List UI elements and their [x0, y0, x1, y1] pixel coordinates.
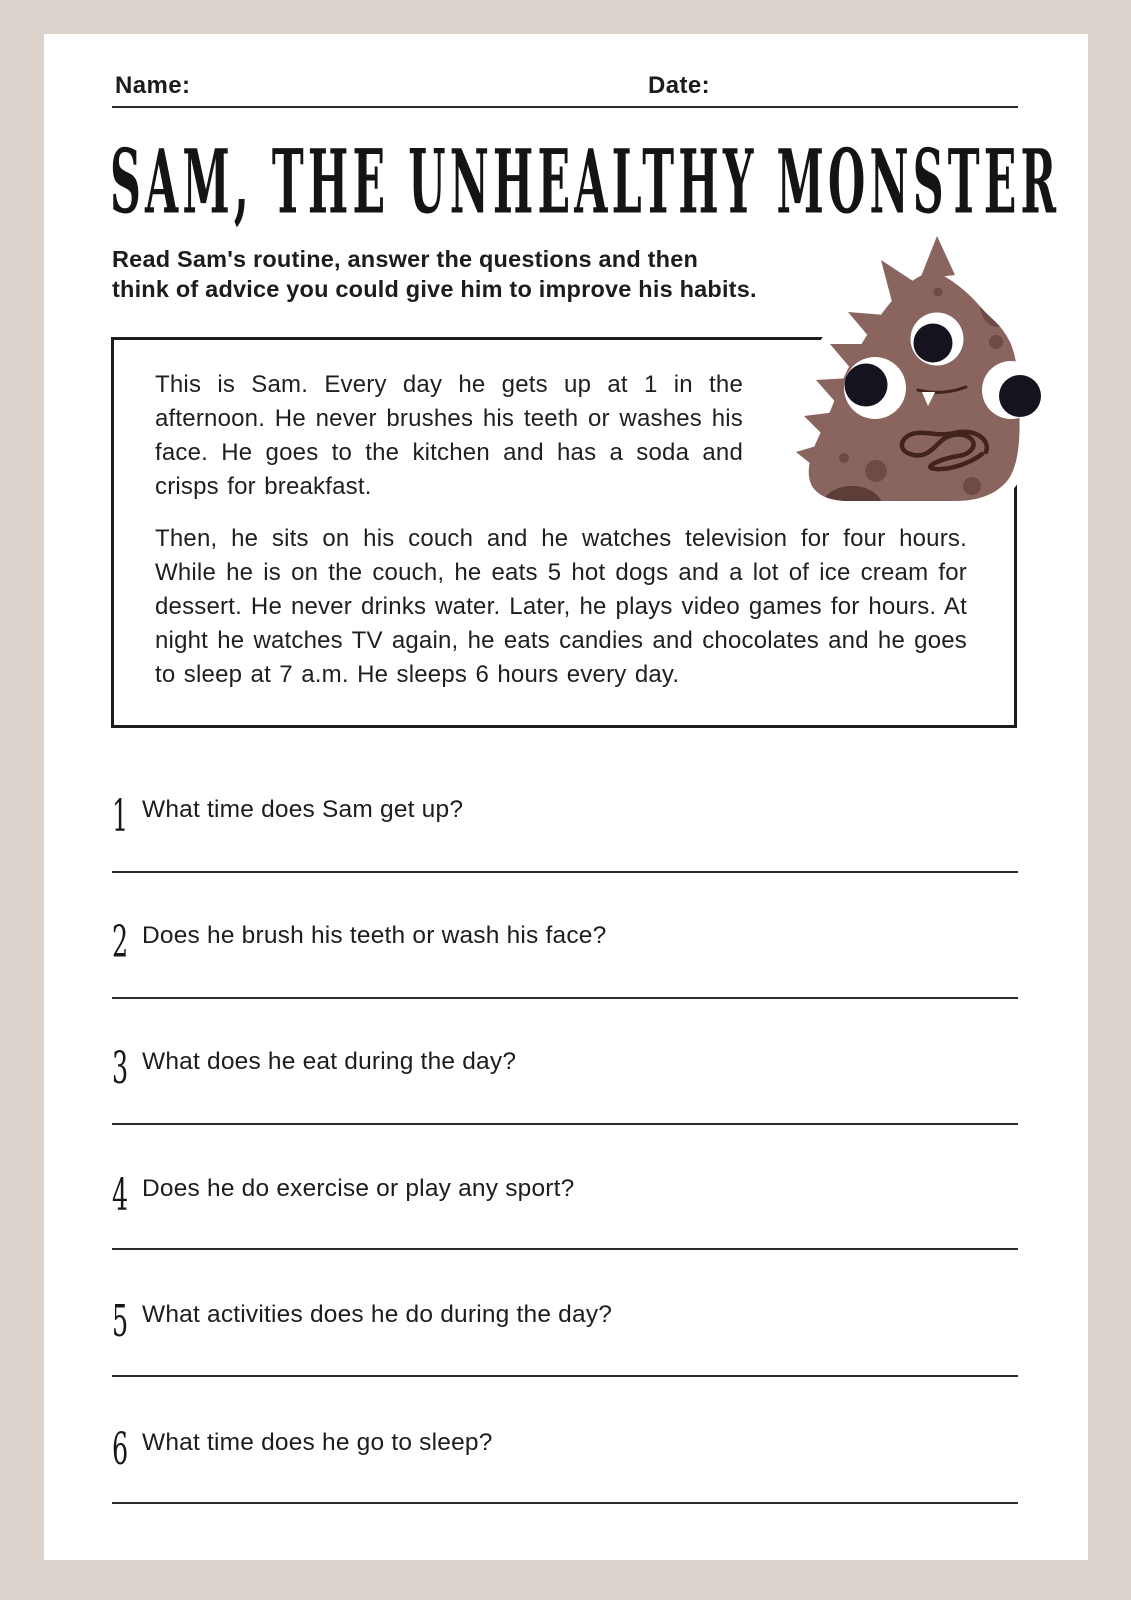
question-2-text: Does he brush his teeth or wash his face?: [142, 922, 607, 949]
question-5-number: 5: [112, 1296, 129, 1348]
answer-line-4[interactable]: [112, 1248, 1018, 1250]
answer-line-2[interactable]: [112, 997, 1018, 999]
date-label: Date:: [648, 72, 711, 99]
answer-line-1[interactable]: [112, 871, 1018, 873]
page-title: SAM, THE UNHEALTHY MONSTER: [110, 130, 1061, 234]
question-3-text: What does he eat during the day?: [142, 1048, 517, 1075]
answer-line-5[interactable]: [112, 1375, 1018, 1377]
answer-line-3[interactable]: [112, 1123, 1018, 1125]
answer-line-6[interactable]: [112, 1502, 1018, 1504]
passage-paragraph-1: This is Sam. Every day he gets up at 1 in the afternoon. He never brushes his teeth or washes his face. He goes to the kitchen and has a soda and crisps for breakfast.: [155, 371, 743, 500]
instructions: [112, 244, 757, 304]
question-4-text: Does he do exercise or play any sport?: [142, 1175, 575, 1202]
question-2-number: 2: [112, 917, 129, 969]
instructions-line-1: Read Sam's routine, answer the questions and then: [112, 246, 699, 272]
name-date-line[interactable]: [112, 106, 1018, 108]
question-3-number: 3: [112, 1043, 129, 1095]
worksheet-page: [44, 34, 1088, 1560]
question-6-text: What time does he go to sleep?: [142, 1429, 493, 1456]
monster-illustration: [788, 222, 1044, 514]
question-1-number: 1: [112, 791, 129, 843]
passage-paragraph-2: Then, he sits on his couch and he watches television for four hours. While he is on the couch, he eats 5 hot dogs and a lot of ice cream for dessert. He never drinks water. Later, he plays video games for hours. At night he watches TV again, he eats candies and chocolates and he goes to sleep at 7 a.m. He sleeps 6 hours every day.: [155, 525, 967, 688]
name-label: Name:: [115, 72, 191, 99]
question-4-number: 4: [112, 1170, 129, 1222]
question-5-text: What activities does he do during the day?: [142, 1301, 613, 1328]
question-1-text: What time does Sam get up?: [142, 796, 464, 823]
instructions-line-2: think of advice you could give him to improve his habits.: [112, 276, 757, 302]
question-6-number: 6: [112, 1424, 129, 1476]
